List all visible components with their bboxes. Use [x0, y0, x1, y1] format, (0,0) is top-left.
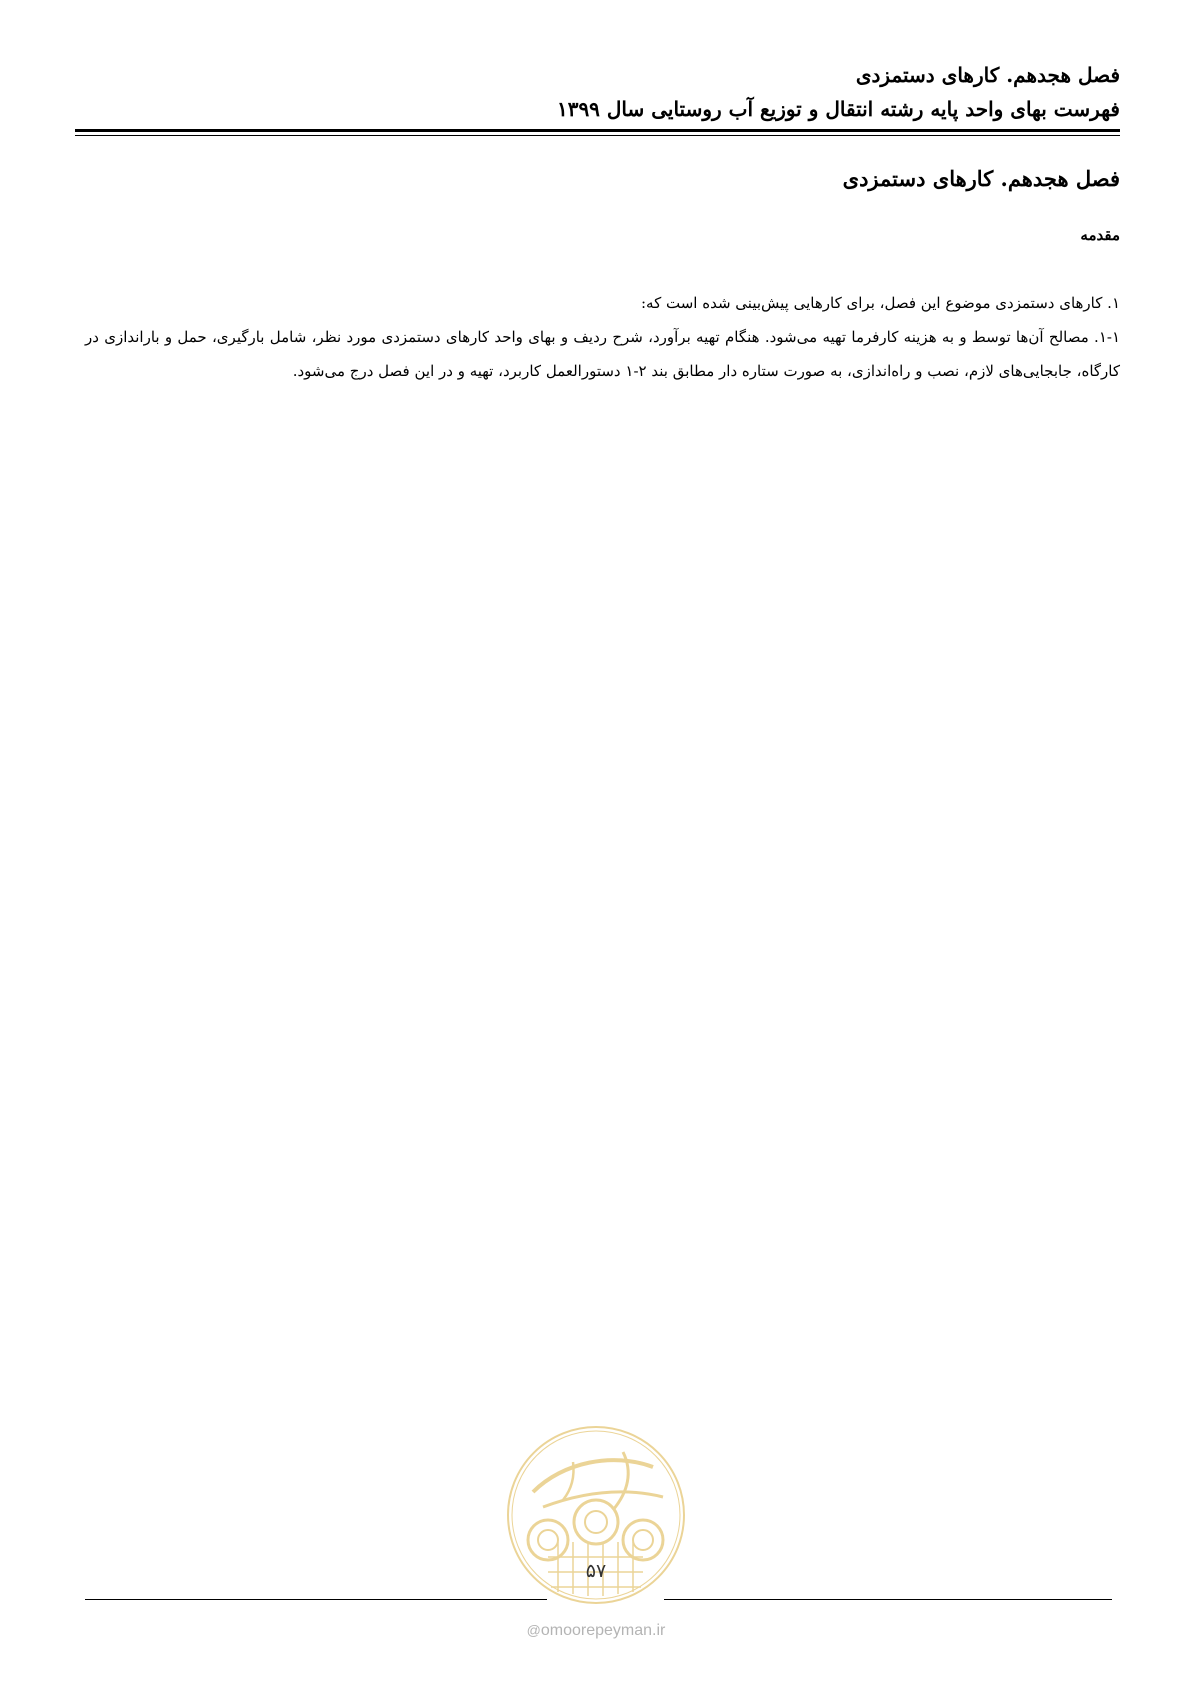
paragraph-2: ۱-۱. مصالح آن‌ها توسط و به هزینه کارفرما تهیه می‌شود. هنگام تهیه برآورد، شرح ردیف و بهای واحد کارهای دستمزدی مورد نظر، شامل بارگیری، حمل و باراندازی در کارگاه، جابجایی‌های لازم، نصب و راه‌اندازی، به صورت ستاره دار مطابق بند ۲-۱ دستورالعمل کاربرد، تهیه و در این فصل درج می‌شود. [85, 328, 1120, 380]
footer-rule-right [664, 1599, 1112, 1600]
section-title: مقدمه [1080, 226, 1120, 244]
paragraph-1: ۱. کارهای دستمزدی موضوع این فصل، برای کارهایی پیش‌بینی شده است که: [641, 294, 1120, 312]
footer-rule-left [85, 1599, 547, 1600]
chapter-title: فصل هجدهم. کارهای دستمزدی [842, 166, 1120, 191]
page-number: ۵۷ [585, 1560, 607, 1582]
header-rule-thick [75, 129, 1120, 132]
running-header [75, 58, 1120, 126]
header-chapter-line: فصل هجدهم. کارهای دستمزدی [855, 63, 1120, 87]
footer-website [486, 1622, 706, 1640]
footer-website-text: omoorepeyman.ir [540, 1622, 666, 1639]
at-icon: @ [526, 1622, 541, 1638]
header-rule-thin [75, 135, 1120, 136]
body-text [85, 286, 1120, 388]
header-document-title: فهرست بهای واحد پایه رشته انتقال و توزیع آب روستایی سال ۱۳۹۹ [556, 97, 1120, 121]
